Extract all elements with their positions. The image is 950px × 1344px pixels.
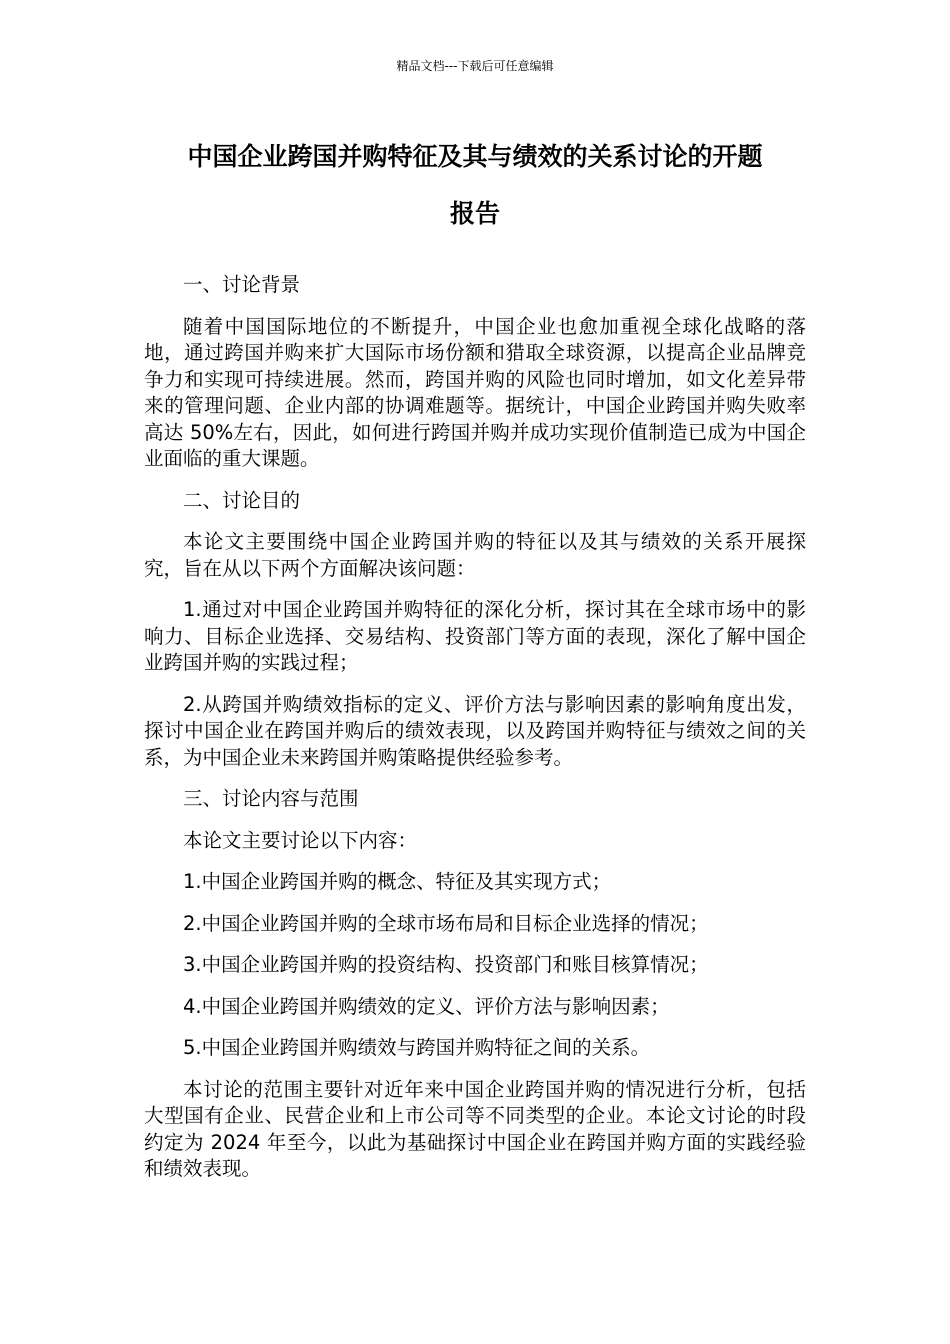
section-heading-purpose: 二、讨论目的 [183,488,301,512]
scope-item: 2.中国企业跨国并购的全球市场布局和目标企业选择的情况； [183,911,709,935]
purpose-item: 1.通过对中国企业跨国并购特征的深化分析，探讨其在全球市场中的影响力、目标企业选择、交易结构、投资部门等方面的表现，深化了解中国企业跨国并购的实践过程； [144,598,806,674]
document-body [144,272,806,1198]
purpose-item: 2.从跨国并购绩效指标的定义、评价方法与影响因素的影响角度出发，探讨中国企业在跨国并购后的绩效表现，以及跨国并购特征与绩效之间的关系，为中国企业未来跨国并购策略提供经验参考。 [144,692,806,769]
header-note: 精品文档---下载后可任意编辑 [396,59,554,73]
background-paragraph: 随着中国国际地位的不断提升，中国企业也愈加重视全球化战略的落地，通过跨国并购来扩大国际市场份额和猎取全球资源，以提高企业品牌竞争力和实现可持续进展。然而，跨国并购的风险也同时增加，如文化差异带来的管理问题、企业内部的协调难题等。据统计，中国企业跨国并购失败率高达 50%左右，因此，如何进行跨国并购并成功实现价值制造已成为中国企业面临的重大课题。 [144,314,806,470]
section-heading-scope: 三、讨论内容与范围 [183,787,359,810]
scope-item: 4.中国企业跨国并购绩效的定义、评价方法与影响因素； [183,994,670,1018]
scope-item: 1.中国企业跨国并购的概念、特征及其实现方式； [183,870,612,893]
scope-intro-paragraph: 本论文主要讨论以下内容： [183,828,418,852]
document-title [144,128,806,242]
scope-item: 5.中国企业跨国并购绩效与跨国并购特征之间的关系。 [183,1036,651,1059]
section-heading-background: 一、讨论背景 [183,273,301,296]
title-line-1: 中国企业跨国并购特征及其与绩效的关系讨论的开题 [187,142,763,171]
scope-item: 3.中国企业跨国并购的投资结构、投资部门和账目核算情况； [183,953,709,976]
purpose-intro-paragraph: 本论文主要围绕中国企业跨国并购的特征以及其与绩效的关系开展探究，旨在从以下两个方面解决该问题： [144,530,806,580]
title-line-2: 报告 [449,199,500,228]
scope-paragraph: 本讨论的范围主要针对近年来中国企业跨国并购的情况进行分析，包括大型国有企业、民营企业和上市公司等不同类型的企业。本论文讨论的时段约定为 2024 年至今，以此为基础探讨中国企业在跨国并购方面的实践经验和绩效表现。 [144,1077,806,1180]
